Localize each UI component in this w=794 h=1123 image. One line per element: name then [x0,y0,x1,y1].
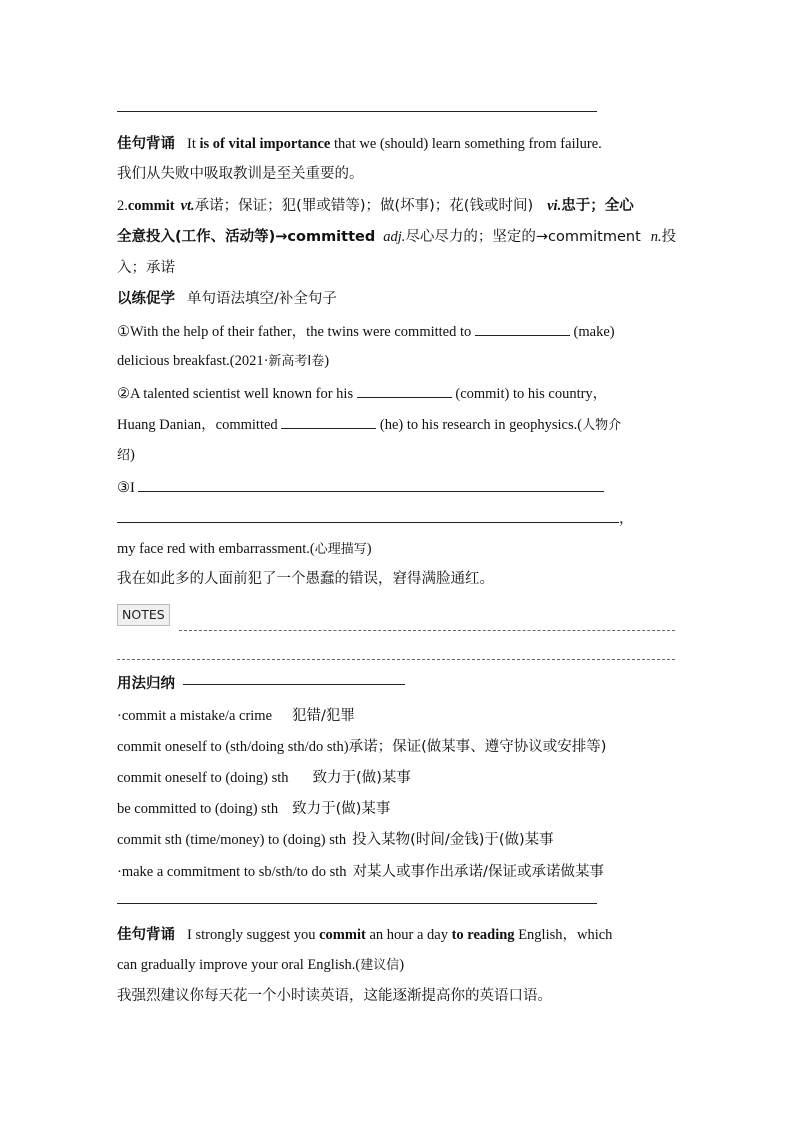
document-page [117,0,677,1123]
question-1-line-1: ①With the help of their father，the twins were committed to (make) [117,321,615,342]
entry-commit-line-2: 全意投入(工作、活动等)→committed adj.尽心尽力的；坚定的→commitment n.投 [117,229,677,245]
usage-item: commit oneself to (sth/doing sth/do sth)承诺；保证(做某事、遵守协议或安排等) [117,739,607,755]
question-2-line-2: Huang Danian，committed (he) to his research in geophysics.(人物介 [117,414,621,436]
answer-blank-2[interactable] [357,383,452,398]
top-rule [117,111,597,112]
practice-label: 以练促学 [117,291,175,307]
sentence-recite-2: 佳句背诵 I strongly suggest you commit an hour a day to reading English，which [117,927,613,943]
answer-blank-1[interactable] [475,321,570,336]
question-1-source: 新高考Ⅰ卷 [268,354,325,369]
usage-item: be committed to (doing) sth 致力于(做)某事 [117,801,391,817]
sentence-recite-label: 佳句背诵 [117,136,175,152]
sentence-recite-1: 佳句背诵 It is of vital importance that we (should) learn something from failure. [117,136,602,152]
question-2-line-3: 绍) [117,447,135,463]
sentence-recite-1-translation: 我们从失败中吸取教训是至关重要的。 [117,166,364,182]
usage-title: 用法归纳 [117,676,175,692]
usage-item: commit sth (time/money) to (doing) sth 投入某物(时间/金钱)于(做)某事 [117,832,554,848]
notes-dashed-line-2 [117,659,675,660]
answer-blank-3[interactable] [281,414,376,429]
question-3-source: 心理描写 [314,542,367,557]
question-3-line-2: ， [117,508,634,529]
question-3-line-1: ③I [117,477,604,498]
notes-dashed-line-1 [179,630,675,631]
usage-item: ·commit a mistake/a crime 犯错/犯罪 [117,708,355,724]
entry-commit-line-3: 入；承诺 [117,260,175,276]
key-phrase: is of vital importance [199,136,331,152]
sentence-recite-2-line-2: can gradually improve your oral English.(建议信) [117,957,405,973]
usage-title-rule [183,684,405,685]
question-3-line-3: my face red with embarrassment.(心理描写) [117,541,372,557]
usage-item: commit oneself to (doing) sth 致力于(做)某事 [117,770,411,786]
sentence-recite-2-source: 建议信 [360,958,400,973]
question-2-line-1: ②A talented scientist well known for his (commit) to his country， [117,383,607,404]
headword: commit [127,198,175,214]
usage-heading [117,674,175,694]
question-1-line-2: delicious breakfast.(2021·新高考Ⅰ卷) [117,353,330,369]
question-2-source: 人物介 [582,418,622,433]
usage-item: ·make a commitment to sb/sth/to do sth 对某人或事作出承诺/保证或承诺做某事 [117,864,604,880]
sentence-recite-label: 佳句背诵 [117,927,175,943]
question-3-translation: 我在如此多的人面前犯了一个愚蠢的错误，窘得满脸通红。 [117,571,494,587]
bottom-rule [117,903,597,904]
notes-label: NOTES [117,604,170,626]
sentence-recite-2-translation: 我强烈建议你每天花一个小时读英语，这能逐渐提高你的英语口语。 [117,988,552,1004]
answer-blank-5[interactable] [117,508,619,523]
practice-heading: 以练促学 单句语法填空/补全句子 [117,291,337,307]
entry-commit-line-1: 2.commit vt.承诺；保证；犯(罪或错等)；做(坏事)；花(钱或时间) vi.忠于；全心 [117,198,634,214]
answer-blank-4[interactable] [138,477,604,492]
